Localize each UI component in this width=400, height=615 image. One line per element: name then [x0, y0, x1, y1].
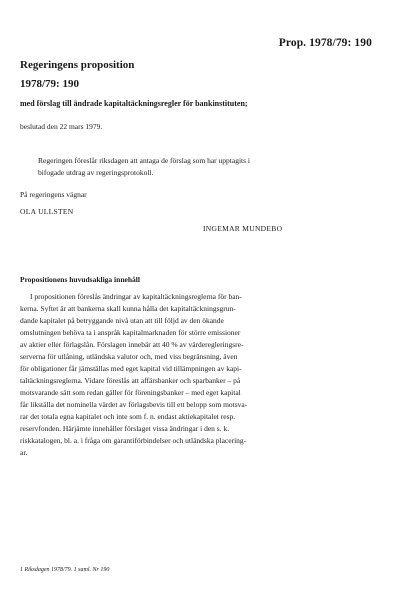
intro-paragraph — [38, 155, 380, 179]
signatory-prime-minister: OLA ULLSTEN — [20, 207, 74, 216]
summary-heading: Propositionens huvudsakliga innehåll — [20, 275, 140, 284]
on-behalf-line: På regeringens vägnar — [20, 190, 87, 199]
summary-line: serverna för utlåning, utländska valutor och, med viss begränsning, även — [20, 352, 238, 361]
page-footer: 1 Riksdagen 1978/79. 1 saml. Nr 190 — [20, 567, 110, 573]
summary-line: I propositionen föreslås ändringar av kapitaltäckningsreglerna för ban- — [30, 292, 242, 301]
summary-line: får likställa det nominella värdet av förlagsbevis till ett belopp som motsva- — [20, 400, 248, 409]
summary-line: riskkatalogen, bl. a. i fråga om garantiförbindelser och utländska placering- — [20, 436, 247, 445]
summary-line: motsvarande sätt som redan gäller för föreningsbanker – med eget kapital — [20, 388, 241, 397]
intro-line: Regeringen föreslår riksdagen att antaga de förslag som har upptagits i — [38, 156, 251, 165]
summary-line: rar det totala egna kapitalet och inte som f. n. endast aktiekapitalet resp. — [20, 412, 236, 421]
summary-line: av aktier eller förlagslån. Förslagen innebär att 40 % av värderegleringsre- — [20, 340, 244, 349]
signatory-minister: INGEMAR MUNDEBO — [203, 224, 283, 233]
summary-line: för obligationer får jämställas med eget kapital vid tillämpningen av kapi- — [20, 364, 242, 373]
summary-line: reservfonden. Härjämte innehåller förslaget vissa ändringar i den s. k. — [20, 424, 230, 433]
summary-paragraph — [20, 291, 370, 459]
document-number: 1978/79: 190 — [20, 78, 79, 90]
summary-line: dande kapitalet på betryggande nivå utan att till följd av den ökande — [20, 316, 224, 325]
decision-date: beslutad den 22 mars 1979. — [20, 122, 103, 131]
document-title: Regeringens proposition — [20, 59, 135, 71]
summary-line: omslutningen behöva ta i anspråk kapitalmarknaden för större emissioner — [20, 328, 241, 337]
intro-line: bifogade utdrag av regeringsprotokoll. — [38, 168, 154, 177]
proposition-number: Prop. 1978/79: 190 — [278, 37, 372, 49]
summary-line: taltäckningsreglerna. Vidare föreslås att affärsbanker och sparbanker – på — [20, 376, 241, 385]
summary-line: kerna. Syftet är att bankerna skall kunna hålla det kapitaltäckningsgrun- — [20, 304, 236, 313]
summary-line: ar. — [20, 448, 28, 457]
document-purpose: med förslag till ändrade kapitaltäckningsregler för bankinstituten; — [20, 99, 248, 108]
